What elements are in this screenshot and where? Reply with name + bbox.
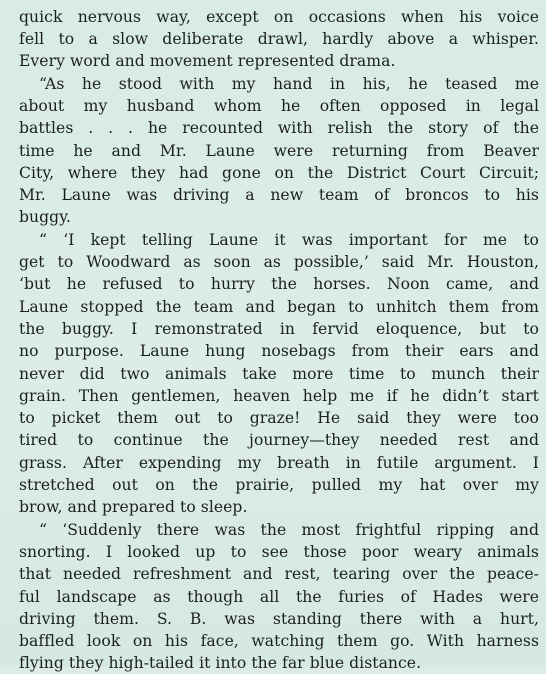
text-line: baffled look on his face, watching them go. With harness xyxy=(19,632,539,650)
text-line: Every word and movement represented drama. xyxy=(19,52,396,70)
text-line: buggy. xyxy=(19,208,71,226)
text-line: quick nervous way, except on occasions when his voice xyxy=(19,8,539,26)
text-line: “ ‘I kept telling Laune it was important for me to xyxy=(39,231,539,249)
text-line: City, where they had gone on the District Court Circuit; xyxy=(19,164,539,182)
text-line: get to Woodward as soon as possible,’ said Mr. Houston, xyxy=(19,253,539,271)
text-line: grain. Then gentlemen, heaven help me if he didn’t start xyxy=(19,387,539,405)
text-line: tired to continue the journey—they needed rest and xyxy=(19,431,539,449)
text-line: to picket them out to graze! He said they were too xyxy=(19,409,539,427)
text-line: snorting. I looked up to see those poor weary animals xyxy=(19,543,539,561)
text-line: Laune stopped the team and began to unhitch them from xyxy=(19,298,539,316)
text-line: ‘but he refused to hurry the horses. Noon came, and xyxy=(19,275,539,293)
text-line: never did two animals take more time to munch their xyxy=(19,365,539,383)
text-line: brow, and prepared to sleep. xyxy=(19,498,248,516)
text-line: battles . . . he recounted with relish the story of the xyxy=(19,119,539,137)
text-line: fell to a slow deliberate drawl, hardly above a whisper. xyxy=(19,30,539,48)
text-line: about my husband whom he often opposed in legal xyxy=(19,97,539,115)
text-line: ful landscape as though all the furies of Hades were xyxy=(19,588,539,606)
text-line: driving them. S. B. was standing there with a hurt, xyxy=(19,610,539,628)
text-line: time he and Mr. Laune were returning from Beaver xyxy=(19,142,539,160)
text-line: that needed refreshment and rest, tearing over the peace- xyxy=(19,565,539,583)
text-line: grass. After expending my breath in futile argument. I xyxy=(19,454,539,472)
text-line: the buggy. I remonstrated in fervid eloquence, but to xyxy=(19,320,539,338)
text-line: stretched out on the prairie, pulled my hat over my xyxy=(19,476,539,494)
text-line: “As he stood with my hand in his, he teased me xyxy=(39,75,539,93)
text-line: no purpose. Laune hung nosebags from their ears and xyxy=(19,342,539,360)
text-line: Mr. Laune was driving a new team of broncos to his xyxy=(19,186,539,204)
text-line: flying they high-tailed it into the far blue distance. xyxy=(19,654,422,672)
text-line: “ ‘Suddenly there was the most frightful ripping and xyxy=(39,521,539,539)
